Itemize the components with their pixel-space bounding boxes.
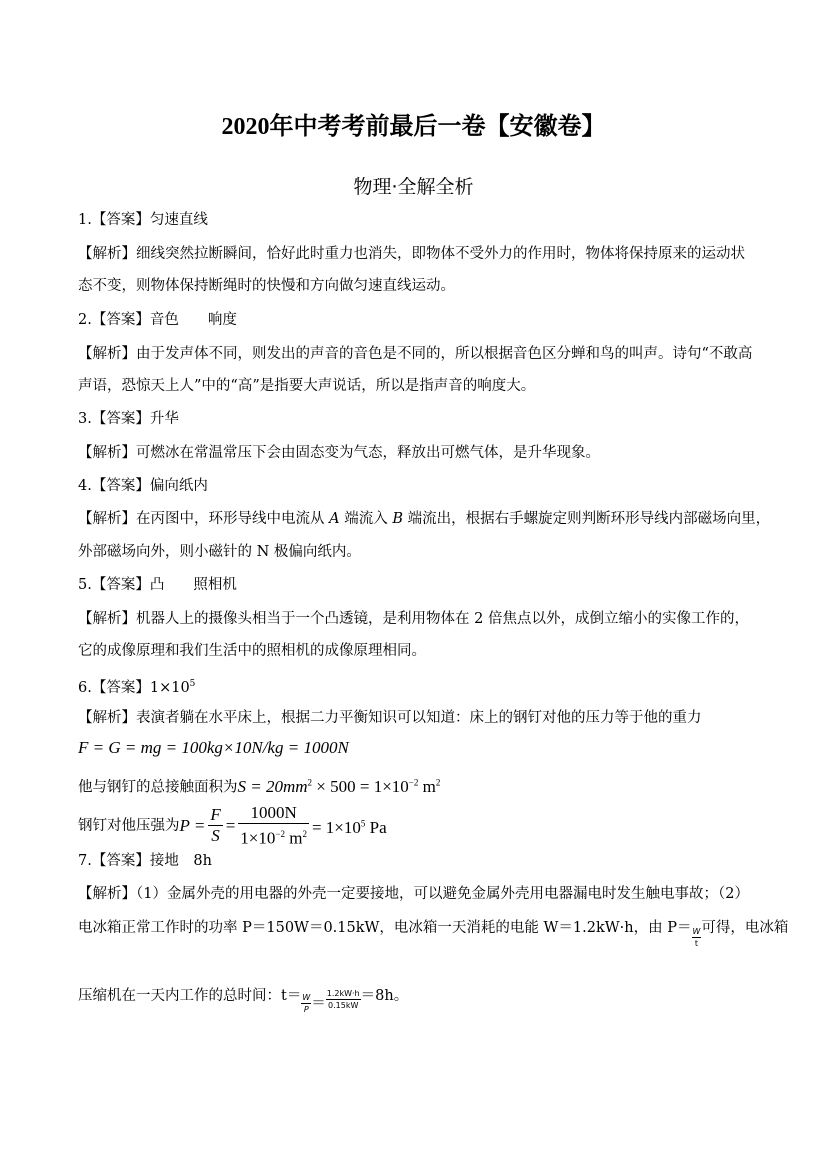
analysis-7-line-3: 压缩机在一天内工作的总时间：t＝ $\frac{W}{P}$ ＝ $\frac{1.2kW\cdot h}{0.15kW}$ ＝8h。 bbox=[78, 988, 409, 1014]
analysis-6-line-1: 【解析】表演者躺在水平床上，根据二力平衡知识可以知道：床上的钢钉对他的压力等于他的重力 bbox=[78, 710, 702, 726]
answer-7: 7.【答案】接地 8h bbox=[78, 853, 212, 869]
answer-2: 2.【答案】音色 响度 bbox=[78, 312, 237, 328]
answer-3: 3.【答案】升华 bbox=[78, 411, 179, 427]
analysis-5-line-1: 【解析】机器人上的摄像头相当于一个凸透镜，是利用物体在 2 倍焦点以外，成倒立缩小的实像工作的， bbox=[78, 611, 749, 627]
answer-1: 1.【答案】匀速直线 bbox=[78, 212, 208, 228]
analysis-3-line-1: 【解析】可燃冰在常温常压下会由固态变为气态，释放出可燃气体，是升华现象。 bbox=[78, 445, 600, 461]
answer-5: 5.【答案】凸 照相机 bbox=[78, 577, 237, 593]
analysis-2-line-2: 声语，恐惊天上人”中的“高”是指要大声说话，所以是指声音的响度大。 bbox=[78, 378, 536, 394]
equation-force: F = G = mg = 100kg×10N/kg = 1000N bbox=[78, 738, 349, 757]
analysis-1-line-1: 【解析】细线突然拉断瞬间，恰好此时重力也消失，即物体不受外力的作用时，物体将保持原来的运动状 bbox=[78, 246, 745, 262]
page-subtitle: 物理·全解全析 bbox=[353, 176, 474, 198]
answer-6: 6.【答案】$1\times 10^5$ bbox=[78, 679, 196, 696]
analysis-7-line-2: 电冰箱正常工作时的功率 P＝150W＝0.15kW，电冰箱一天消耗的电能 W＝1.2kW·h，由 P＝ $\frac{W}{t}$ 可得，电冰箱 bbox=[78, 920, 789, 948]
analysis-4-line-2: 外部磁场向外，则小磁针的 N 极偏向纸内。 bbox=[78, 544, 361, 560]
analysis-2-line-1: 【解析】由于发声体不同，则发出的声音的音色是不同的，所以根据音色区分蝉和鸟的叫声。诗句“不敢高 bbox=[78, 346, 753, 362]
analysis-4-line-1: 【解析】在丙图中，环形导线中电流从 A 端流入 B 端流出，根据右手螺旋定则判断环形导线内部磁场向里， bbox=[78, 511, 771, 527]
page-title: 2020年中考考前最后一卷【安徽卷】 bbox=[221, 114, 606, 140]
analysis-1-line-2: 态不变，则物体保持断绳时的快慢和方向做匀速直线运动。 bbox=[78, 278, 455, 294]
analysis-5-line-2: 它的成像原理和我们生活中的照相机的成像原理相同。 bbox=[78, 643, 426, 659]
analysis-7-line-1: 【解析】（1）金属外壳的用电器的外壳一定要接地，可以避免金属外壳用电器漏电时发生触电事故；（2） bbox=[78, 886, 749, 902]
answer-4: 4.【答案】偏向纸内 bbox=[78, 478, 208, 494]
equation-pressure: 钢钉对他压强为P = $\frac{F}{S}$ = $\frac{1000N}{1\times 10^{-2} m^2}$ = $1\times 10^5$ Pa bbox=[78, 803, 387, 848]
equation-area: 他与钢钉的总接触面积为$S = 20mm^2 \times 500 = 1\times 10^{-2}$ $m^2$ bbox=[78, 776, 441, 796]
